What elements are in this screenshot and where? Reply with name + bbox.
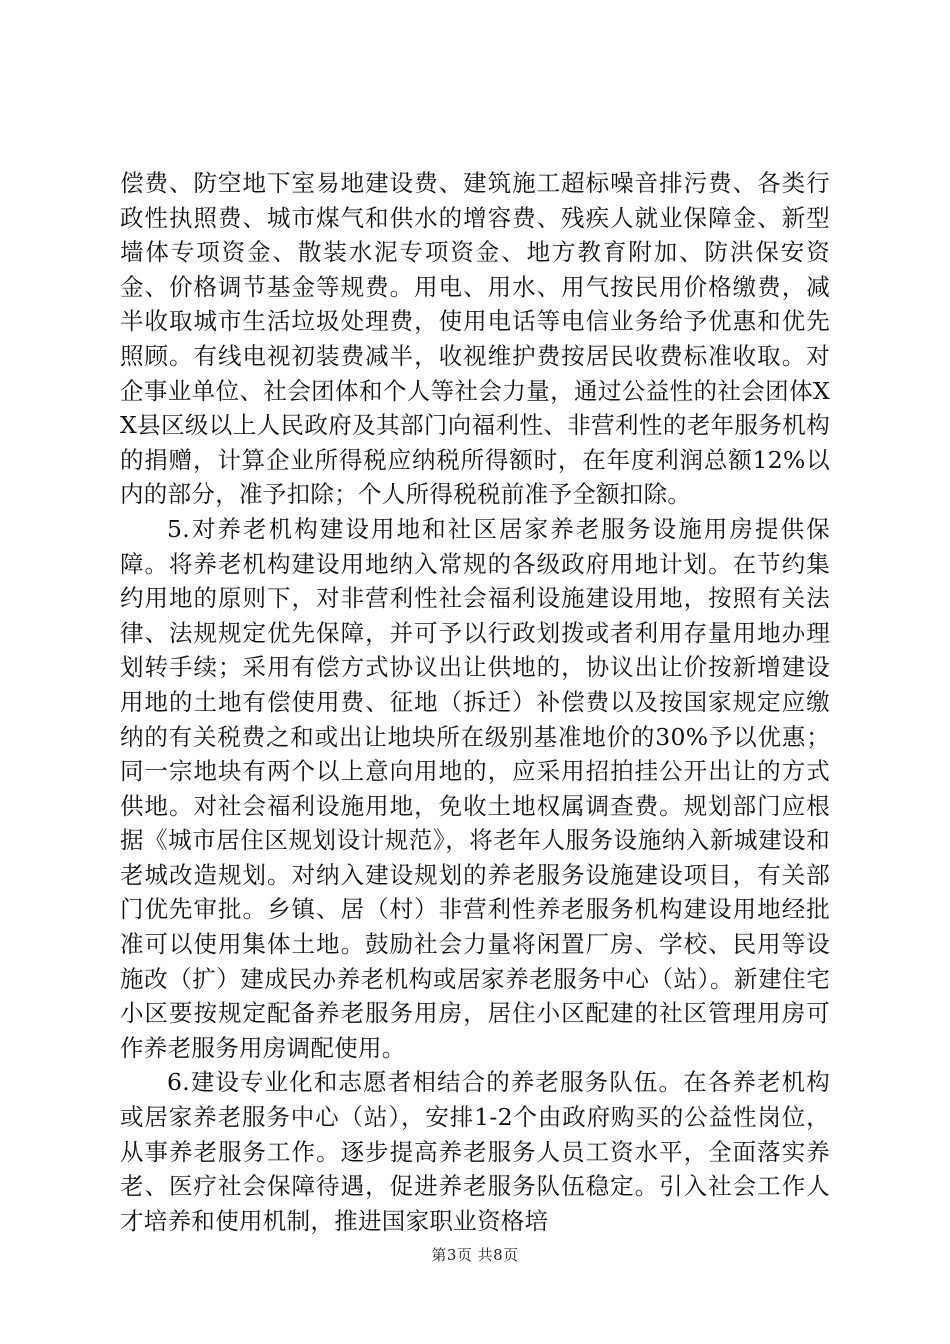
page-number-footer: 第3页 共8页 [431, 1246, 519, 1264]
paragraph-item-6-service-team: 6.建设专业化和志愿者相结合的养老服务队伍。在各养老机构或居家养老服务中心（站），安排1-2个由政府购买的公益性岗位，从事养老服务工作。逐步提高养老服务人员工资水平，全面落实养老、医疗社会保障待遇，促进养老服务队伍稳定。引入社会工作人才培养和使用机制，推进国家职业资格培 [120, 1068, 830, 1235]
paragraph-fee-exemptions: 偿费、防空地下室易地建设费、建筑施工超标噪音排污费、各类行政性执照费、城市煤气和供水的增容费、残疾人就业保障金、新型墙体专项资金、散装水泥专项资金、地方教育附加、防洪保安资金、价格调节基金等规费。用电、用水、用气按民用价格缴费，减半收取城市生活垃圾处理费，使用电话等电信业务给予优惠和优先照顾。有线电视初装费减半，收视维护费按居民收费标准收取。对企事业单位、社会团体和个人等社会力量，通过公益性的社会团体XX县区级以上人民政府及其部门向福利性、非营利性的老年服务机构的捐赠，计算企业所得税应纳税所得额时，在年度利润总额12%以内的部分，准予扣除；个人所得税税前准予全额扣除。 [120, 169, 830, 509]
paragraph-item-5-land-use: 5.对养老机构建设用地和社区居家养老服务设施用房提供保障。将养老机构建设用地纳入常规的各级政府用地计划。在节约集约用地的原则下，对非营利性社会福利设施建设用地，按照有关法律、法规规定优先保障，并可予以行政划拨或者利用存量用地办理划转手续；采用有偿方式协议出让供地的，协议出让价按新增建设用地的土地有偿使用费、征地（拆迁）补偿费以及按国家规定应缴纳的有关税费之和或出让地块所在级别基准地价的30%予以优惠；同一宗地块有两个以上意向用地的，应采用招拍挂公开出让的方式供地。对社会福利设施用地，免收土地权属调查费。规划部门应根据《城市居住区规划设计规范》，将老年人服务设施纳入新城建设和老城改造规划。对纳入建设规划的养老服务设施建设项目，有关部门优先审批。乡镇、居（村）非营利性养老服务机构建设用地经批准可以使用集体土地。鼓励社会力量将闲置厂房、学校、民用等设施改（扩）建成民办养老机构或居家养老服务中心（站）。新建住宅小区要按规定配备养老服务用房，居住小区配建的社区管理用房可作养老服务用房调配使用。 [120, 514, 830, 1062]
document-body [120, 166, 830, 1238]
